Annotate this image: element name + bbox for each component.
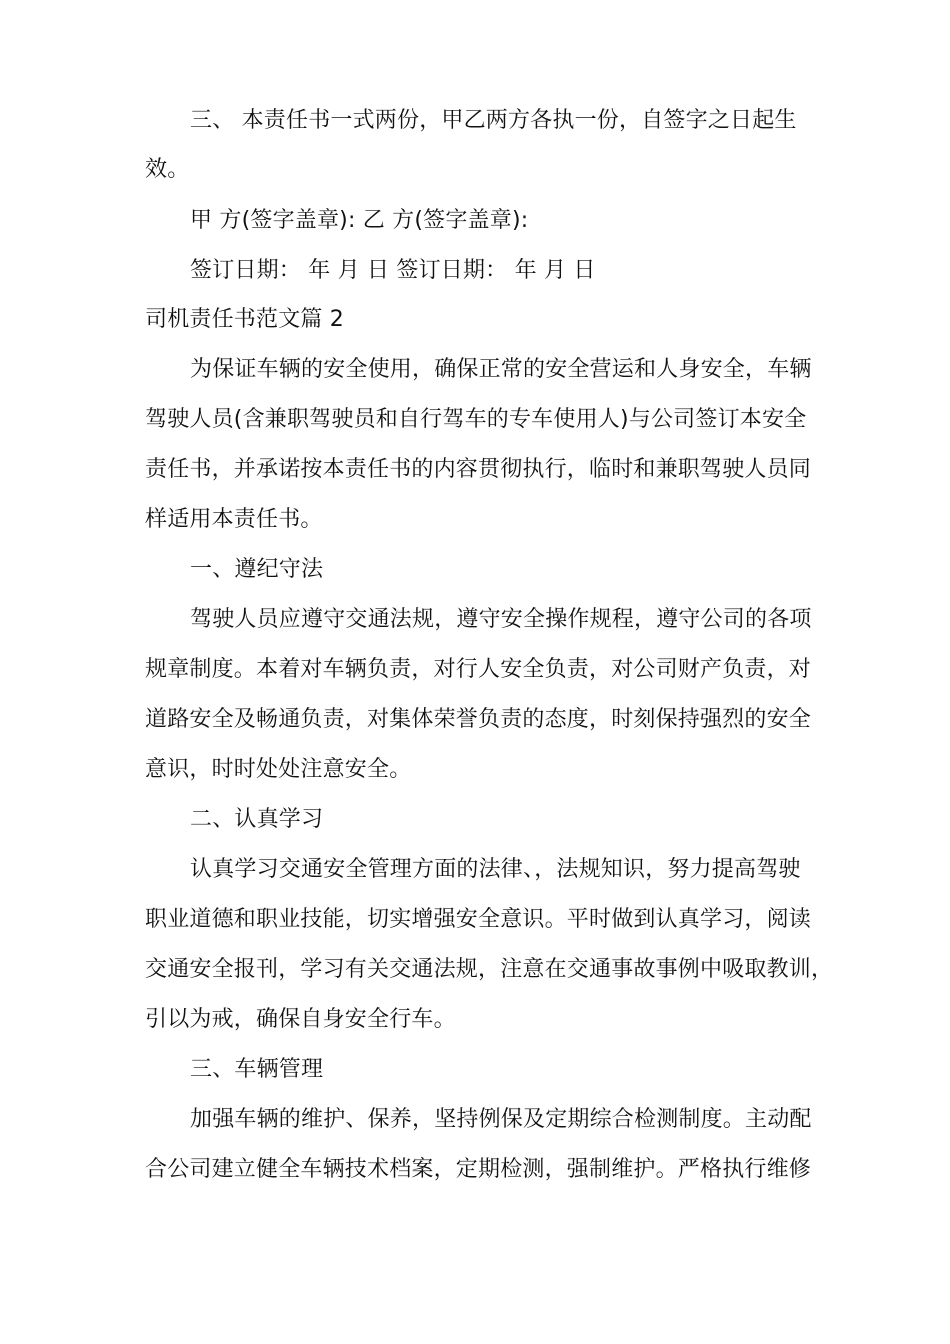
heading-three: 三、车辆管理 [190, 1057, 324, 1082]
study-paragraph-line-4: 引以为戒，确保自身安全行车。 [145, 1007, 456, 1032]
intro-paragraph-line-3: 责任书，并承诺按本责任书的内容贯彻执行，临时和兼职驾驶人员同 [145, 457, 812, 482]
law-paragraph-line-2: 规章制度。本着对车辆负责，对行人安全负责，对公司财产负责，对 [145, 657, 812, 682]
heading-two: 二、认真学习 [190, 807, 324, 832]
clause-three-line-2: 效。 [145, 157, 190, 182]
law-paragraph-line-4: 意识，时时处处注意安全。 [145, 757, 412, 782]
signing-date-line: 签订日期： 年 月 日 签订日期： 年 月 日 [190, 258, 596, 283]
intro-paragraph-line-2: 驾驶人员(含兼职驾驶员和自行驾车的专车使用人)与公司签订本安全 [145, 407, 807, 432]
study-paragraph-line-2: 职业道德和职业技能，切实增强安全意识。平时做到认真学习，阅读 [145, 907, 812, 932]
study-paragraph-line-1: 认真学习交通安全管理方面的法律、，法规知识，努力提高驾驶 [190, 857, 801, 882]
study-paragraph-line-3: 交通安全报刊，学习有关交通法规，注意在交通事故事例中吸取教训， [145, 957, 834, 982]
law-paragraph-line-1: 驾驶人员应遵守交通法规，遵守安全操作规程，遵守公司的各项 [190, 607, 812, 632]
signature-line: 甲 方(签字盖章): 乙 方(签字盖章): [190, 208, 529, 233]
section-title: 司机责任书范文篇 2 [145, 307, 344, 332]
law-paragraph-line-3: 道路安全及畅通负责，对集体荣誉负责的态度，时刻保持强烈的安全 [145, 707, 812, 732]
heading-one: 一、遵纪守法 [190, 557, 324, 582]
clause-three-line-1: 三、 本责任书一式两份，甲乙两方各执一份，自签字之日起生 [190, 108, 797, 133]
vehicle-paragraph-line-2: 合公司建立健全车辆技术档案，定期检测，强制维护。严格执行维修 [145, 1157, 812, 1182]
intro-paragraph-line-4: 样适用本责任书。 [145, 507, 323, 532]
intro-paragraph-line-1: 为保证车辆的安全使用，确保正常的安全营运和人身安全，车辆 [190, 357, 812, 382]
vehicle-paragraph-line-1: 加强车辆的维护、保养，坚持例保及定期综合检测制度。主动配 [190, 1107, 812, 1132]
